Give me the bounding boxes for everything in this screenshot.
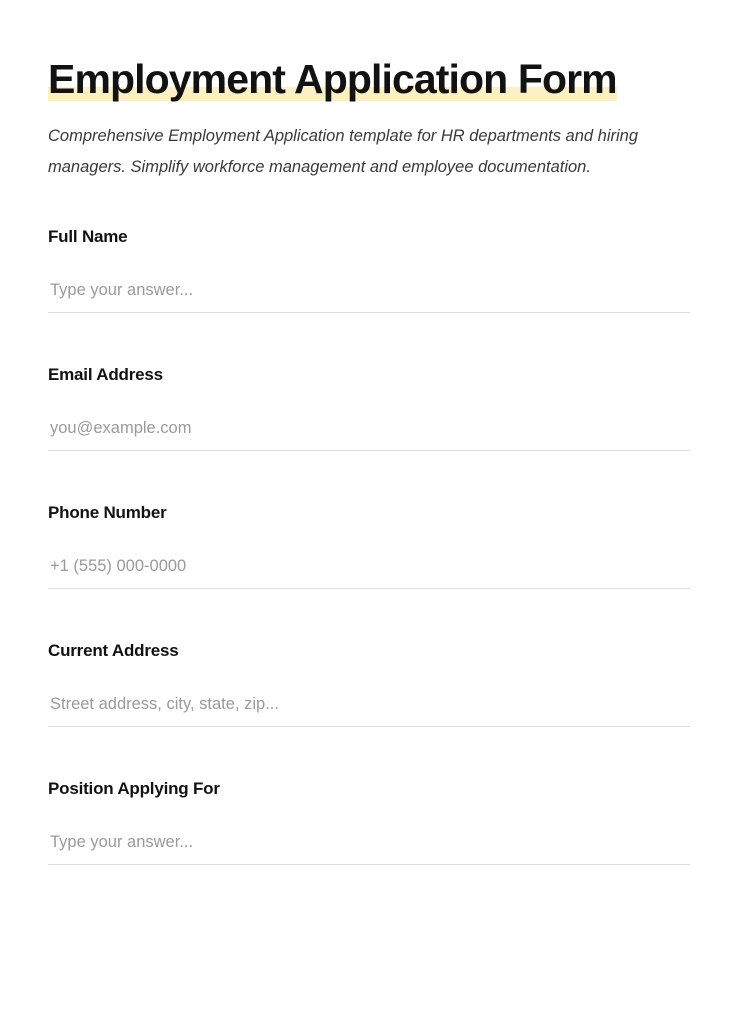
field-label-current-address: Current Address (48, 641, 179, 661)
form-field-full-name (48, 227, 688, 313)
form-field-phone-number (48, 503, 688, 589)
form-description: Comprehensive Employment Application template for HR departments and hiring managers. Simplify workforce management and employee documentation. (48, 127, 639, 177)
page-title-wrapper (48, 56, 617, 103)
field-label-phone-number: Phone Number (48, 503, 167, 523)
page-title: Employment Application Form (48, 56, 617, 102)
current-address-input[interactable] (48, 695, 690, 727)
field-label-full-name: Full Name (48, 227, 128, 247)
field-label-position-applying-for: Position Applying For (48, 779, 220, 799)
email-address-input[interactable] (48, 419, 690, 451)
form-field-current-address (48, 641, 688, 727)
position-applying-for-input[interactable] (48, 833, 690, 865)
full-name-input[interactable] (48, 281, 690, 313)
field-label-email-address: Email Address (48, 365, 163, 385)
phone-number-input[interactable] (48, 557, 690, 589)
form-fields (48, 227, 688, 865)
form-field-position-applying-for (48, 779, 688, 865)
form-field-email-address (48, 365, 688, 451)
